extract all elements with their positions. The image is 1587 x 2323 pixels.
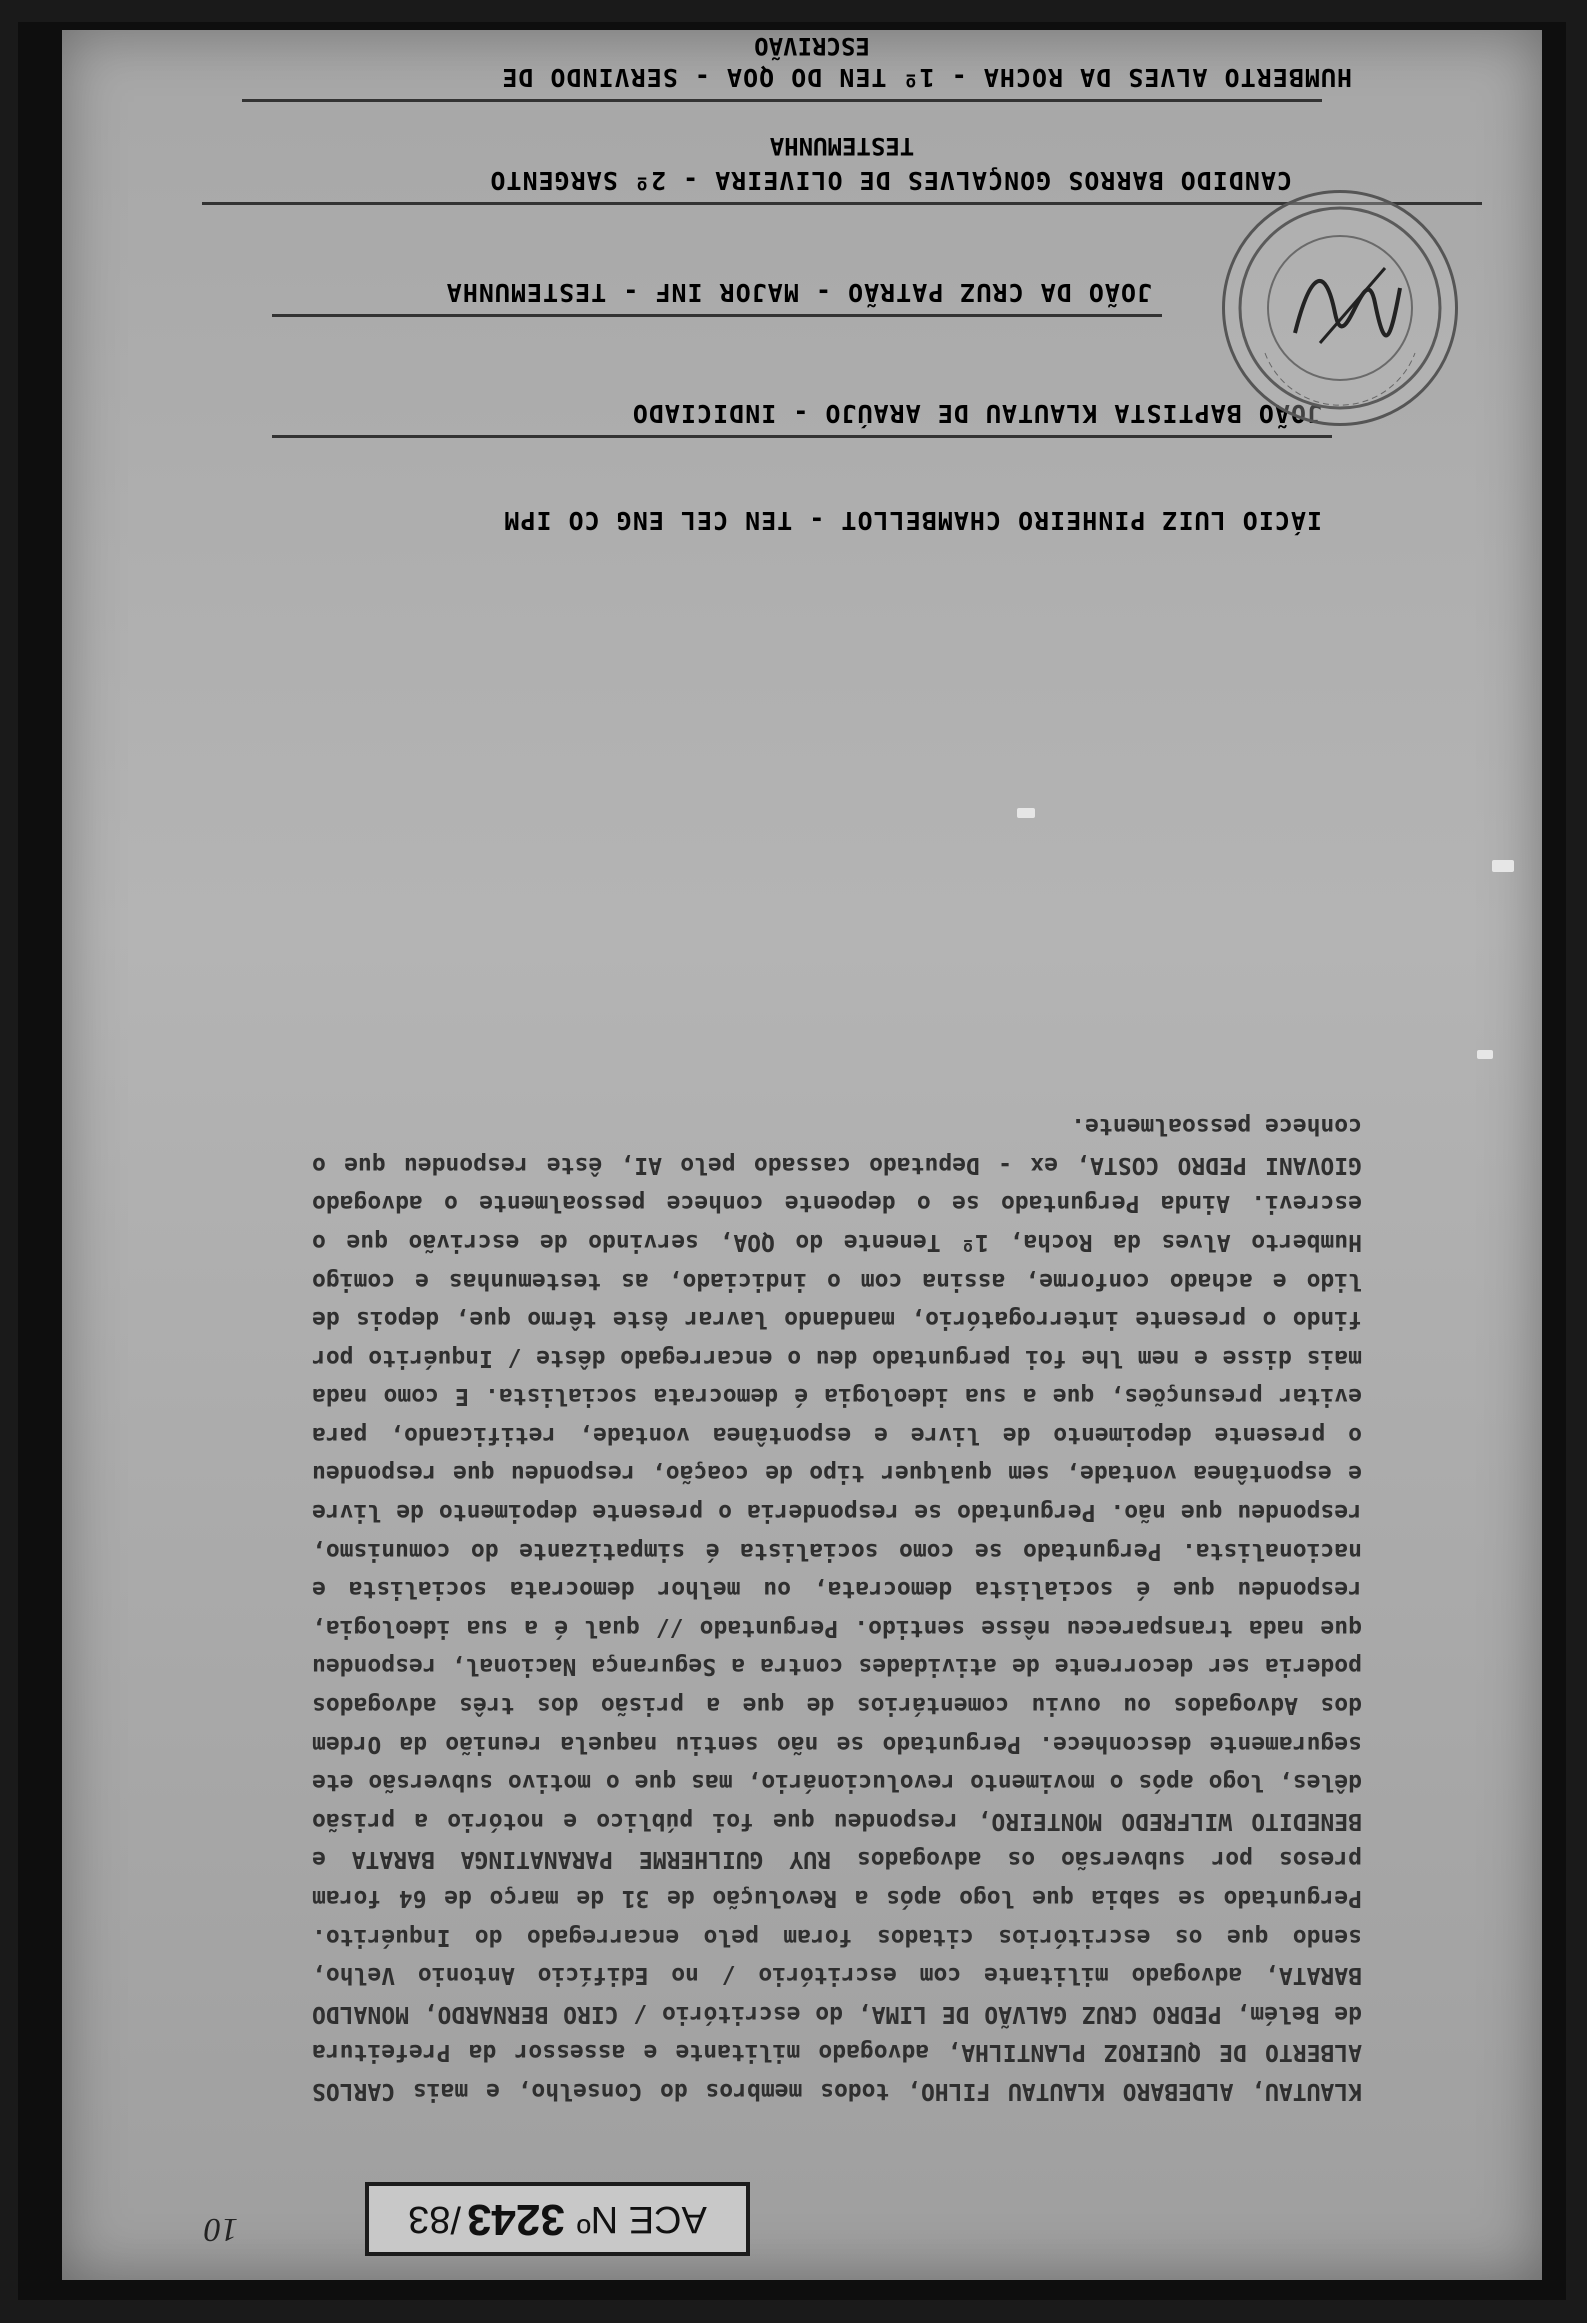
signatory-2-name: JOÃO BAPTISTA KLAUTAU DE ARAÚJO [824,399,1322,428]
signatory-1-name: IÁCIO LUIZ PINHEIRO CHAMBELLOT [840,506,1322,535]
signature-line-5 [242,99,1322,102]
scan-artifact [1017,808,1035,818]
body-paragraph: KLAUTAU, ALDEBARO KLAUTAU FILHO, todos membros do Conselho, e mais CARLOS ALBERTO DE QUEIROZ PLANTILHA, advogado militante e assessor da Prefeitura de Belém, PEDRO CRUZ GALVÃO DE LIMA, do escritório / CIRO BERNARDO, MONALDO BARATA, advogado militante com escritório / no Edifício Antonio Velho, sendo que os escritórios citados foram pelo encarregado do Inquérito. Perguntado se sabia que logo após a Revolução de 31 de março de 64 foram presos por subversão os advogados RUY GUILHERME PARANATINGA BARATA e BENEDITO WILFREDO MONTEIRO, respondeu que foi público e notório a prisão dêles, logo após o movimento revolucionário, mas que o motivo subversão ete seguramente desconhece. Perguntado se não sentiu naquela reunião da Ordem dos Advogados ou ouviu comentários de que a prisão dos três advogados poderia ser decorrente de atividades contra a Segurança Nacional, respondeu que nada transpareceu nêsse sentido. Perguntado // qual é a sua ideologia, respondeu que é socialista democrata, ou melhor democrata socialista e nacionalista. Perguntado se como socialista é simpatizante do comunismo, respondeu que não. Perguntado se responderia o presente depoimento de livre e espontânea vontade, sem qualquer tipo de coação, respondeu que respondeu o presente depoimento de livre e espontânea vontade, retificando, para evitar presunções, que a sua ideologia é democrata socialista. E como nada mais disse e nem lhe foi perguntado deu o encarregado dêste / Inquérito por findo o presente interrogatório, mandando lavrar êste têrmo que, depois de lido e achado conforme, assina com o indiciado, as testemunhas e comigo Humberto Alves da Rocha, 1º Tenente do QOA, servindo de escrivão que o escrevi. Ainda Perguntado se o depoente conhece pessoalmente o advogado GIOVANI PEDRO COSTA, ex - Deputado cassado pelo AI, êste respondeu que o conhece pessoalmente. [312,1113,1362,2104]
signatory-3-name: JOÃO DA CRUZ PATRÃO [847,278,1152,307]
signatory-4-name: CANDIDO BARROS GONÇALVES DE OLIVEIRA [714,166,1292,195]
signatory-2-role: - INDICIADO [631,399,809,428]
ace-suffix: /83 [408,2198,461,2241]
signatory-4 [172,166,1292,195]
signatory-5-subtitle: ESCRIVÃO [754,32,870,60]
signatory-5-name: HUMBERTO ALVES DA ROCHA [982,63,1352,92]
signatory-5-role: - 1º TEN DO QOA - SERVINDO DE [501,63,967,92]
ace-number-box [365,2182,750,2256]
ministry-stamp [1222,190,1458,426]
signature-line-3 [272,314,1162,317]
stamp-seal-icon [1225,193,1455,423]
signatory-2 [202,399,1322,428]
signatory-1 [202,506,1322,535]
scan-artifact [1477,1050,1493,1059]
scan-artifact [1492,860,1514,872]
ace-prefix: ACE Nº [576,2198,707,2241]
ace-number-value: 3243 [466,2195,565,2244]
signatory-3-role: - MAJOR INF - TESTEMUNHA [445,278,831,307]
signatory-1-role: - TEN CEL ENG CO IPM [503,506,825,535]
signatory-4-subtitle: TESTEMUNHA [769,132,915,160]
signatory-5 [232,63,1352,92]
document-page [62,30,1542,2280]
signatory-4-role: - 2º SARGENTO [489,166,699,195]
ace-number [369,2186,746,2252]
page-number: 10 [204,2211,238,2248]
signatory-3 [62,278,1152,307]
signature-line-2 [272,435,1332,438]
